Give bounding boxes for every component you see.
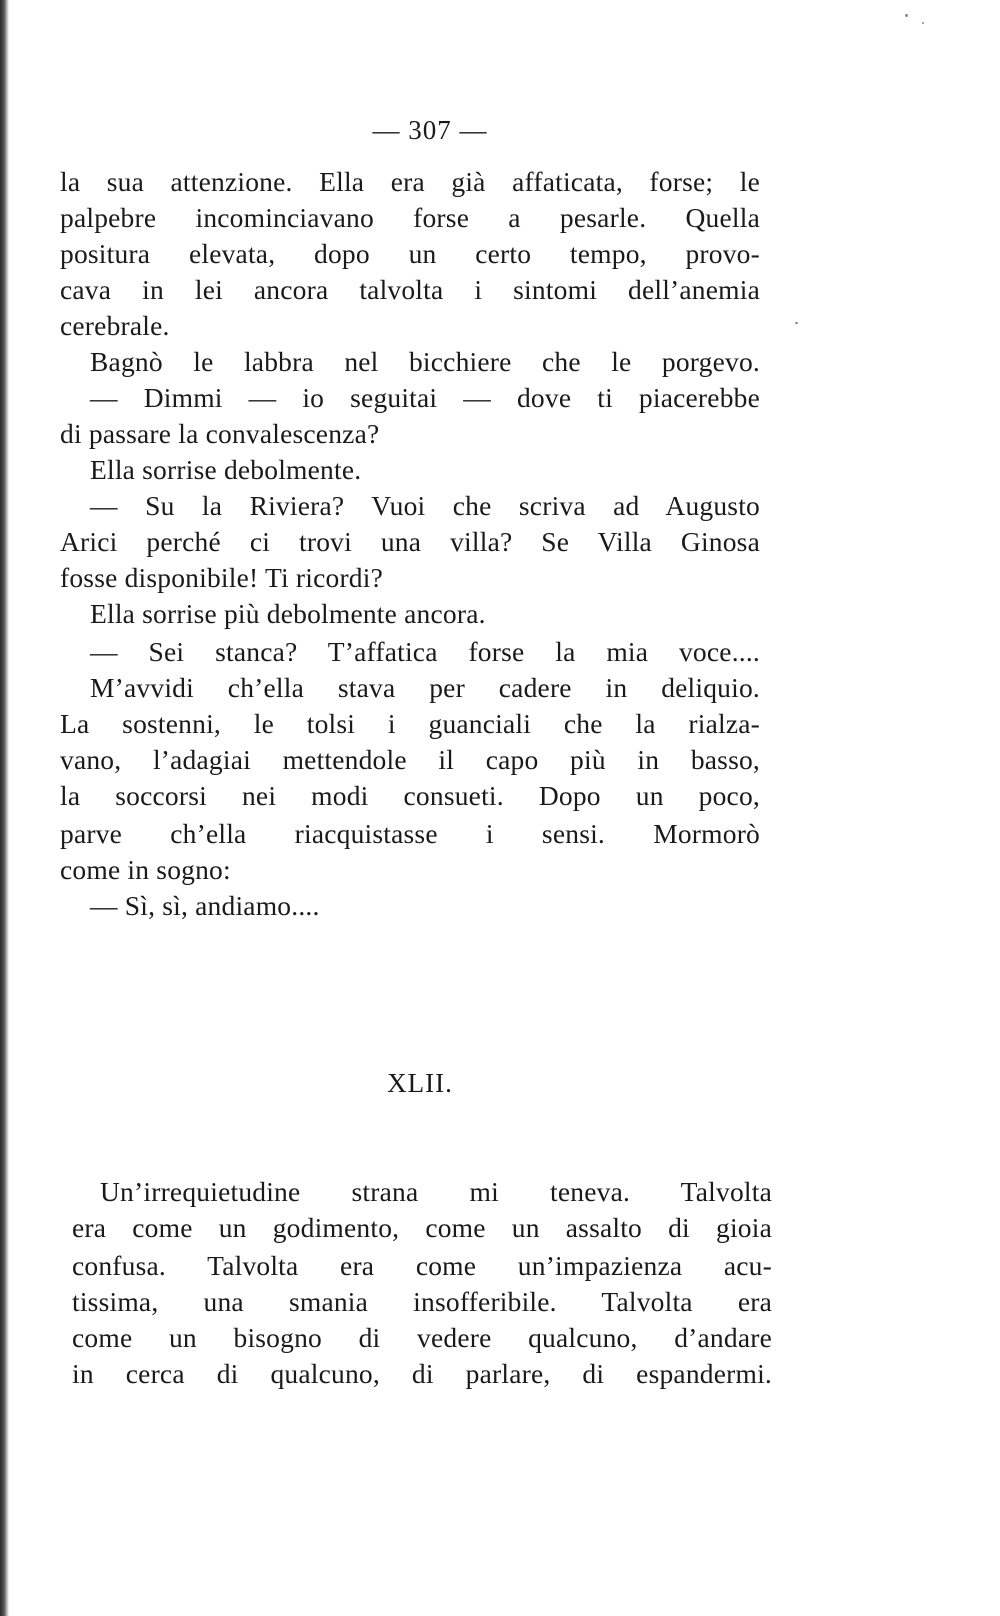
text-line: — Dimmi — io seguitai — dove ti piacerebbe — [90, 382, 760, 413]
paper-speck — [795, 322, 798, 324]
text-line: in cerca di qualcuno, di parlare, di espandermi. — [72, 1358, 772, 1389]
text-line: positura elevata, dopo un certo tempo, provo- — [60, 238, 760, 269]
text-line: come un bisogno di vedere qualcuno, d’andare — [72, 1322, 772, 1353]
text-line: era come un godimento, come un assalto di gioia — [72, 1212, 772, 1243]
text-line: Ella sorrise più debolmente ancora. — [90, 598, 486, 629]
text-line: La sostenni, le tolsi i guanciali che la rialza- — [60, 708, 760, 739]
text-line: — Su la Riviera? Vuoi che scriva ad Augusto — [90, 490, 760, 521]
page-number: — 307 — — [372, 115, 488, 145]
text-line: come in sogno: — [60, 854, 231, 885]
text-line: vano, l’adagiai mettendole il capo più in basso, — [60, 744, 760, 775]
text-line: tissima, una smania insofferibile. Talvolta era — [72, 1286, 772, 1317]
text-line: la soccorsi nei modi consueti. Dopo un poco, — [60, 780, 760, 811]
paper-speck — [922, 22, 924, 24]
book-binding-edge — [0, 0, 9, 1616]
text-line: Un’irrequietudine strana mi teneva. Talvolta — [100, 1176, 772, 1207]
text-line: cava in lei ancora talvolta i sintomi dell’anemia — [60, 274, 760, 305]
text-line: — Sì, sì, andiamo.... — [90, 890, 320, 921]
text-line: M’avvidi ch’ella stava per cadere in deliquio. — [90, 672, 760, 703]
text-line: parve ch’ella riacquistasse i sensi. Mormorò — [60, 818, 760, 849]
text-line: confusa. Talvolta era come un’impazienza acu- — [72, 1250, 772, 1281]
text-line: palpebre incominciavano forse a pesarle. Quella — [60, 202, 760, 233]
text-line: Ella sorrise debolmente. — [90, 454, 362, 485]
paper-speck — [905, 14, 908, 17]
text-line: di passare la convalescenza? — [60, 418, 380, 449]
text-line: Bagnò le labbra nel bicchiere che le porgevo. — [90, 346, 760, 377]
section-title: XLII. — [387, 1068, 453, 1098]
text-line: — Sei stanca? T’affatica forse la mia voce.... — [90, 636, 760, 667]
text-line: cerebrale. — [60, 310, 170, 341]
text-line: fosse disponibile! Ti ricordi? — [60, 562, 384, 593]
text-line: la sua attenzione. Ella era già affaticata, forse; le — [60, 166, 760, 197]
text-line: Arici perché ci trovi una villa? Se Villa Ginosa — [60, 526, 760, 557]
